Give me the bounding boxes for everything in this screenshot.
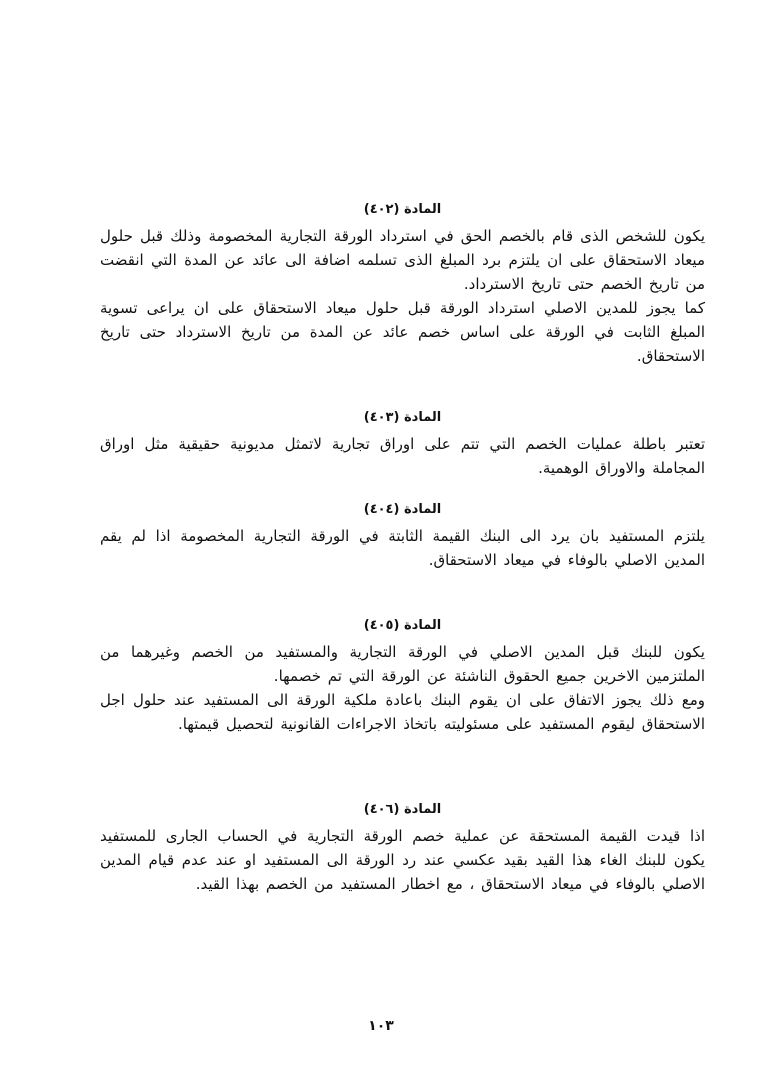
- article-404-title: المادة (٤٠٤): [363, 502, 442, 517]
- article-402: [100, 200, 705, 368]
- article-403-title: المادة (٤٠٣): [363, 410, 442, 425]
- article-405: [100, 616, 705, 736]
- article-402-title: المادة (٤٠٢): [363, 202, 442, 217]
- article-404-paragraph-1: يلتزم المستفيد بان يرد الى البنك القيمة الثابتة في الورقة التجارية المخصومة اذا لم يقم المدين الاصلي بالوفاء في ميعاد الاستحقاق.: [100, 527, 705, 569]
- article-404: [100, 500, 705, 572]
- article-406-title: المادة (٤٠٦): [363, 802, 442, 817]
- article-405-paragraph-2: ومع ذلك يجوز الاتفاق على ان يقوم البنك باعادة ملكية الورقة الى المستفيد عند حلول اجل الاستحقاق ليقوم المستفيد على مسئوليته باتخاذ الاجراءات القانونية لتحصيل قيمتها.: [100, 691, 705, 733]
- article-402-paragraph-1: يكون للشخص الذى قام بالخصم الحق في استرداد الورقة التجارية المخصومة وذلك قبل حلول ميعاد الاستحقاق على ان يلتزم برد المبلغ الذى تسلمه اضافة الى عائد عن المدة التي انقضت من تاريخ الخصم حتى تاريخ الاسترداد.: [100, 227, 705, 293]
- article-403-paragraph-1: تعتبر باطلة عمليات الخصم التي تتم على اوراق تجارية لاتمثل مديونية حقيقية مثل اوراق المجاملة والاوراق الوهمية.: [100, 435, 705, 477]
- article-405-title: المادة (٤٠٥): [363, 618, 442, 633]
- page-number: ١٠٣: [368, 1018, 394, 1034]
- article-402-paragraph-2: كما يجوز للمدين الاصلي استرداد الورقة قبل حلول ميعاد الاستحقاق على ان يراعى تسوية المبلغ الثابت في الورقة على اساس خصم عائد عن المدة من تاريخ الاسترداد حتى تاريخ الاستحقاق.: [100, 299, 705, 365]
- article-406: [100, 800, 705, 896]
- article-403: [100, 408, 705, 480]
- article-406-paragraph-1: اذا قيدت القيمة المستحقة عن عملية خصم الورقة التجارية في الحساب الجارى للمستفيد يكون للبنك الغاء هذا القيد بقيد عكسي عند رد الورقة الى المستفيد او عند عدم قيام المدين الاصلي بالوفاء في ميعاد الاستحقاق ، مع اخطار المستفيد من الخصم بهذا القيد.: [100, 827, 705, 893]
- article-405-paragraph-1: يكون للبنك قبل المدين الاصلي في الورقة التجارية والمستفيد من الخصم وغيرهما من الملتزمين الاخرين جميع الحقوق الناشئة عن الورقة التي تم خصمها.: [100, 643, 705, 685]
